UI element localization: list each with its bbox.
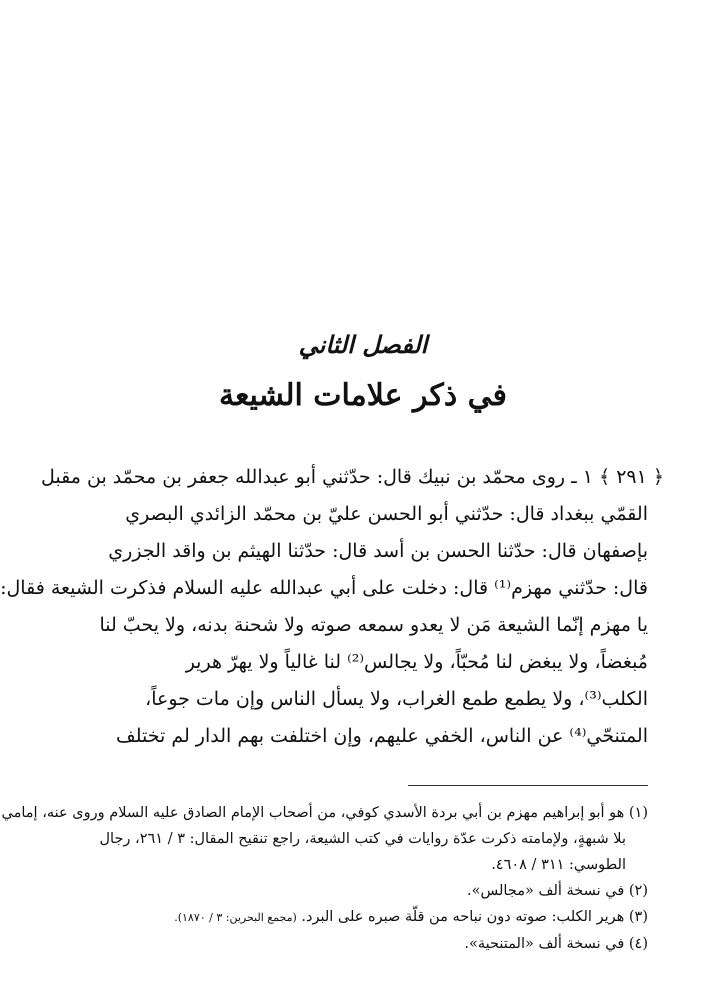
text-line: المتنحّي⁽⁴⁾ عن الناس، الخفي عليهم، وإن اختلفت بهم الدار لم تختلف bbox=[116, 725, 648, 747]
text-line: قال: حدّثني مهزم⁽¹⁾ قال: دخلت على أبي عبدالله عليه السلام فذكرت الشيعة فقال: bbox=[0, 577, 648, 599]
footnote-3-text: (٣) هرير الكلب: صوته دون نباحه من قلّة صبره على البرد. bbox=[301, 909, 648, 925]
footnote-2: (٢) في نسخة ألف «مجالس». bbox=[467, 883, 648, 899]
text-line: القمّي ببغداد قال: حدّثني أبو الحسن عليّ بن محمّد الزائدي البصري bbox=[125, 503, 648, 525]
text-line: ﴿ ٢٩١ ﴾ ١ ـ روى محمّد بن نبيك قال: حدّثني أبو عبدالله جعفر بن محمّد بن مقبل bbox=[41, 466, 664, 488]
section-title: في ذكر علامات الشيعة bbox=[219, 378, 507, 413]
footnote-4: (٤) في نسخة ألف «المتنحية». bbox=[464, 936, 648, 952]
chapter-title: الفصل الثاني bbox=[298, 330, 428, 359]
hadith-text bbox=[0, 459, 664, 755]
footnote-divider bbox=[408, 785, 648, 786]
text-line: الكلب⁽³⁾، ولا يطمع طمع الغراب، ولا يسأل الناس وإن مات جوعاً، bbox=[145, 688, 648, 710]
footnote-1-cont: الطوسي: ٣١١ / ٤٦٠٨. bbox=[491, 857, 626, 873]
text-line: يا مهزم إنّما الشيعة مَن لا يعدو سمعه صوته ولا شحنة بدنه، ولا يحبّ لنا bbox=[99, 614, 648, 636]
footnote-1-cont: بلا شبهةٍ، ولإمامته ذكرت عدّة روايات في كتب الشيعة، راجع تنقيح المقال: ٣ / ٢٦١، رجال bbox=[99, 831, 626, 847]
footnote-3 bbox=[74, 904, 648, 931]
footnotes bbox=[1, 800, 648, 957]
text-line: بإصفهان قال: حدّثنا الحسن بن أسد قال: حدّثنا الهيثم بن واقد الجزري bbox=[108, 540, 648, 562]
footnote-3-source: (مجمع البحرين: ٣ / ١٨٧٠). bbox=[174, 911, 297, 924]
text-line: مُبغضاً، ولا يبغض لنا مُحبّاً، ولا يجالس⁽²⁾ لنا غالياً ولا يهرّ هرير bbox=[185, 651, 648, 673]
footnote-1: (١) هو أبو إبراهيم مهزم بن أبي بردة الأسدي كوفي، من أصحاب الإمام الصادق عليه السلام وروى عنه، إمامي bbox=[1, 805, 648, 821]
